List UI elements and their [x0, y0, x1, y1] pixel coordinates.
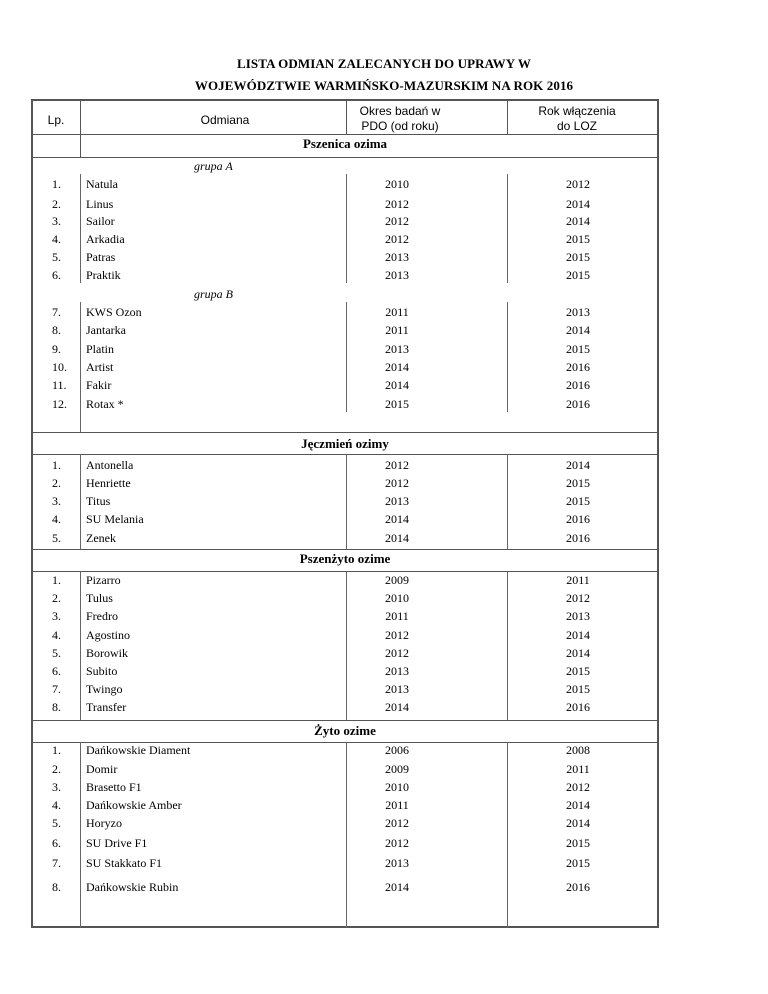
- row-number: 8.: [52, 880, 61, 894]
- pdo-year: 2010: [385, 177, 409, 191]
- divider-line-0: [31, 134, 659, 135]
- loz-year: 2015: [566, 268, 590, 282]
- divider-line-2: [31, 432, 659, 433]
- table-row: [0, 268, 768, 284]
- table-row: [0, 856, 768, 872]
- loz-year: 2014: [566, 798, 590, 812]
- variety-name: Borowik: [86, 646, 128, 660]
- loz-year: 2013: [566, 609, 590, 623]
- row-number: 2.: [52, 197, 61, 211]
- loz-year: 2016: [566, 397, 590, 411]
- variety-name: Pizarro: [86, 573, 121, 587]
- header-okres-line2: PDO (od roku): [361, 119, 439, 133]
- loz-year: 2016: [566, 378, 590, 392]
- loz-year: 2016: [566, 360, 590, 374]
- table-row: [0, 646, 768, 662]
- pdo-year: 2012: [385, 232, 409, 246]
- variety-name: Brasetto F1: [86, 780, 142, 794]
- variety-name: Rotax *: [86, 397, 124, 411]
- row-number: 6.: [52, 836, 61, 850]
- row-number: 5.: [52, 531, 61, 545]
- loz-year: 2015: [566, 250, 590, 264]
- row-number: 3.: [52, 780, 61, 794]
- row-number: 1.: [52, 177, 61, 191]
- row-number: 8.: [52, 323, 61, 337]
- loz-year: 2014: [566, 628, 590, 642]
- variety-name: KWS Ozon: [86, 305, 142, 319]
- table-row: [0, 682, 768, 698]
- loz-year: 2015: [566, 476, 590, 490]
- pdo-year: 2012: [385, 197, 409, 211]
- row-number: 5.: [52, 250, 61, 264]
- variety-name: Domir: [86, 762, 118, 776]
- section-title-jeczmien: Jęczmień ozimy: [301, 436, 389, 451]
- row-number: 1.: [52, 458, 61, 472]
- pdo-year: 2012: [385, 836, 409, 850]
- loz-year: 2015: [566, 836, 590, 850]
- pdo-year: 2014: [385, 700, 409, 714]
- pdo-year: 2015: [385, 397, 409, 411]
- pdo-year: 2010: [385, 780, 409, 794]
- divider-line-4: [31, 549, 659, 550]
- variety-name: Fredro: [86, 609, 118, 623]
- section-title-pszenica: Pszenica ozima: [302, 136, 388, 151]
- row-number: 2.: [52, 762, 61, 776]
- variety-name: Artist: [86, 360, 114, 374]
- table-row: [0, 512, 768, 528]
- pdo-year: 2013: [385, 494, 409, 508]
- pdo-year: 2012: [385, 476, 409, 490]
- variety-name: Linus: [86, 197, 114, 211]
- pdo-year: 2012: [385, 646, 409, 660]
- table-row: [0, 476, 768, 492]
- table-row: [0, 342, 768, 358]
- pdo-year: 2012: [385, 458, 409, 472]
- row-number: 3.: [52, 214, 61, 228]
- pdo-year: 2006: [385, 743, 409, 757]
- pdo-year: 2014: [385, 880, 409, 894]
- table-row: [0, 458, 768, 474]
- table-row: [0, 591, 768, 607]
- variety-name: SU Melania: [86, 512, 144, 526]
- group-label-a: grupa A: [194, 159, 233, 173]
- table-row: [0, 378, 768, 394]
- loz-year: 2014: [566, 458, 590, 472]
- table-row: [0, 214, 768, 230]
- variety-name: Patras: [86, 250, 116, 264]
- variety-name: SU Stakkato F1: [86, 856, 163, 870]
- loz-year: 2014: [566, 214, 590, 228]
- section-title-pszenzyto: Pszenżyto ozime: [299, 551, 391, 566]
- row-number: 5.: [52, 646, 61, 660]
- table-row: [0, 798, 768, 814]
- loz-year: 2008: [566, 743, 590, 757]
- variety-name: Arkadia: [86, 232, 125, 246]
- variety-name: Antonella: [86, 458, 134, 472]
- variety-name: Platin: [86, 342, 115, 356]
- variety-name: Transfer: [86, 700, 127, 714]
- table-row: [0, 494, 768, 510]
- loz-year: 2011: [566, 762, 590, 776]
- header-okres-line1: Okres badań w: [359, 104, 441, 118]
- variety-name: Dańkowskie Diament: [86, 743, 191, 757]
- variety-name: Fakir: [86, 378, 112, 392]
- row-number: 3.: [52, 494, 61, 508]
- loz-year: 2016: [566, 700, 590, 714]
- table-row: [0, 397, 768, 413]
- loz-year: 2013: [566, 305, 590, 319]
- row-number: 8.: [52, 700, 61, 714]
- divider-line-5: [31, 571, 659, 572]
- variety-name: Dańkowskie Amber: [86, 798, 182, 812]
- row-number: 4.: [52, 798, 61, 812]
- row-number: 5.: [52, 816, 61, 830]
- pdo-year: 2011: [385, 323, 409, 337]
- pdo-year: 2012: [385, 816, 409, 830]
- header-okres: [350, 104, 450, 134]
- divider-line-3: [31, 454, 659, 455]
- table-row: [0, 780, 768, 796]
- header-rok-line2: do LOZ: [556, 119, 598, 133]
- loz-year: 2012: [566, 177, 590, 191]
- pdo-year: 2013: [385, 250, 409, 264]
- pdo-year: 2009: [385, 573, 409, 587]
- group-label-b: grupa B: [194, 287, 233, 301]
- table-row: [0, 573, 768, 589]
- section-title-zyto: Żyto ozime: [314, 723, 376, 738]
- row-number: 7.: [52, 305, 61, 319]
- loz-year: 2015: [566, 682, 590, 696]
- table-row: [0, 762, 768, 778]
- divider-line-6: [31, 720, 659, 721]
- variety-name: Natula: [86, 177, 118, 191]
- pdo-year: 2011: [385, 798, 409, 812]
- variety-name: Agostino: [86, 628, 131, 642]
- row-number: 2.: [52, 476, 61, 490]
- variety-name: Zenek: [86, 531, 116, 545]
- loz-year: 2012: [566, 780, 590, 794]
- row-number: 7.: [52, 856, 61, 870]
- pdo-year: 2014: [385, 360, 409, 374]
- row-number: 3.: [52, 609, 61, 623]
- pdo-year: 2013: [385, 268, 409, 282]
- column-divider-2: [507, 99, 508, 134]
- pdo-year: 2009: [385, 762, 409, 776]
- pdo-year: 2013: [385, 682, 409, 696]
- row-number: 4.: [52, 512, 61, 526]
- table-row: [0, 232, 768, 248]
- variety-name: Dańkowskie Rubin: [86, 880, 179, 894]
- table-row: [0, 360, 768, 376]
- row-number: 2.: [52, 591, 61, 605]
- row-number: 4.: [52, 628, 61, 642]
- header-rok: [527, 104, 627, 134]
- header-lp: Lp.: [47, 113, 65, 127]
- variety-name: Horyzo: [86, 816, 122, 830]
- loz-year: 2016: [566, 531, 590, 545]
- table-row: [0, 700, 768, 716]
- loz-year: 2015: [566, 232, 590, 246]
- loz-year: 2015: [566, 342, 590, 356]
- table-row: [0, 880, 768, 896]
- header-rok-line1: Rok włączenia: [538, 104, 616, 118]
- pdo-year: 2011: [385, 305, 409, 319]
- loz-year: 2014: [566, 197, 590, 211]
- loz-year: 2016: [566, 880, 590, 894]
- table-row: [0, 836, 768, 852]
- table-row: [0, 816, 768, 832]
- pdo-year: 2010: [385, 591, 409, 605]
- row-number: 9.: [52, 342, 61, 356]
- variety-name: Twingo: [86, 682, 123, 696]
- variety-name: Tulus: [86, 591, 113, 605]
- row-number: 12.: [52, 397, 67, 411]
- loz-year: 2011: [566, 573, 590, 587]
- title-line-1: LISTA ODMIAN ZALECANYCH DO UPRAWY W: [237, 56, 531, 71]
- pdo-year: 2014: [385, 378, 409, 392]
- loz-year: 2012: [566, 591, 590, 605]
- table-row: [0, 628, 768, 644]
- row-number: 6.: [52, 664, 61, 678]
- variety-name: SU Drive F1: [86, 836, 148, 850]
- table-row: [0, 197, 768, 213]
- variety-name: Henriette: [86, 476, 131, 490]
- loz-year: 2014: [566, 323, 590, 337]
- row-number: 7.: [52, 682, 61, 696]
- table-row: [0, 743, 768, 759]
- loz-year: 2015: [566, 494, 590, 508]
- pdo-year: 2012: [385, 628, 409, 642]
- row-number: 6.: [52, 268, 61, 282]
- loz-year: 2014: [566, 646, 590, 660]
- row-number: 1.: [52, 573, 61, 587]
- loz-year: 2015: [566, 856, 590, 870]
- row-number: 1.: [52, 743, 61, 757]
- variety-name: Subito: [86, 664, 118, 678]
- pdo-year: 2012: [385, 214, 409, 228]
- variety-name: Jantarka: [86, 323, 126, 337]
- row-number: 4.: [52, 232, 61, 246]
- column-divider-1: [346, 99, 347, 134]
- table-row: [0, 609, 768, 625]
- row-number: 11.: [52, 378, 67, 392]
- pdo-year: 2013: [385, 342, 409, 356]
- variety-name: Praktik: [86, 268, 121, 282]
- title-line-2: WOJEWÓDZTWIE WARMIŃSKO-MAZURSKIM NA ROK 2016: [194, 78, 574, 93]
- pdo-year: 2011: [385, 609, 409, 623]
- row-number: 10.: [52, 360, 67, 374]
- variety-name: Titus: [86, 494, 111, 508]
- table-row: [0, 305, 768, 321]
- header-odmiana: Odmiana: [200, 113, 250, 127]
- table-row: [0, 323, 768, 339]
- table-row: [0, 531, 768, 547]
- divider-line-1: [31, 157, 659, 158]
- pdo-year: 2013: [385, 664, 409, 678]
- table-row: [0, 664, 768, 680]
- pdo-year: 2014: [385, 531, 409, 545]
- pdo-year: 2014: [385, 512, 409, 526]
- variety-name: Sailor: [86, 214, 115, 228]
- table-row: [0, 250, 768, 266]
- pdo-year: 2013: [385, 856, 409, 870]
- loz-year: 2016: [566, 512, 590, 526]
- table-row: [0, 177, 768, 193]
- loz-year: 2014: [566, 816, 590, 830]
- loz-year: 2015: [566, 664, 590, 678]
